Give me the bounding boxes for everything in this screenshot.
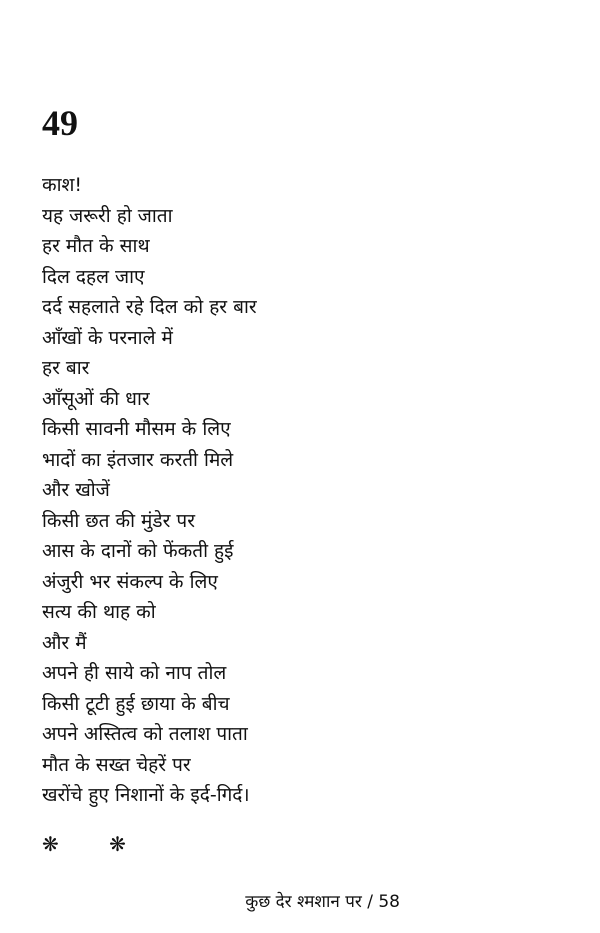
- poem-line: और खोजें: [42, 479, 110, 501]
- poem-line: आँसूओं की धार: [42, 387, 150, 410]
- poem-number: 49: [42, 103, 78, 143]
- poem-line: अपने अस्तित्व को तलाश पाता: [42, 723, 248, 745]
- poem-line: अपने ही साये को नाप तोल: [42, 662, 227, 684]
- poem-line: हर बार: [42, 357, 90, 379]
- poem-line: मौत के सख्त चेहरें पर: [42, 753, 191, 776]
- poem-line: भादों का इंतजार करती मिले: [42, 448, 234, 471]
- poem-line: और मैं: [42, 631, 87, 654]
- poem-line: अंजुरी भर संकल्प के लिए: [42, 570, 218, 593]
- poem-line: आँखों के परनाले में: [42, 326, 173, 349]
- poem-body: [42, 170, 257, 811]
- poem-line: काश!: [42, 174, 83, 196]
- poem-line: सत्य की थाह को: [42, 601, 156, 623]
- poem-line: दिल दहल जाए: [42, 265, 145, 288]
- poem-line: किसी टूटी हुई छाया के बीच: [42, 692, 230, 715]
- poem-line: यह जरूरी हो जाता: [42, 204, 173, 227]
- poem-line: किसी छत की मुंडेर पर: [42, 509, 195, 532]
- poem-line: खरोंचे हुए निशानों के इर्द-गिर्द।: [42, 784, 250, 806]
- poem-line: आस के दानों को फेंकती हुई: [42, 540, 234, 562]
- poem-line: किसी सावनी मौसम के लिए: [42, 418, 231, 440]
- page-footer: कुछ देर श्मशान पर / 58: [245, 892, 400, 912]
- poem-line: दर्द सहलाते रहे दिल को हर बार: [42, 296, 257, 318]
- poem-line: हर मौत के साथ: [42, 235, 150, 257]
- section-ornament: ❋ ❋: [42, 832, 148, 856]
